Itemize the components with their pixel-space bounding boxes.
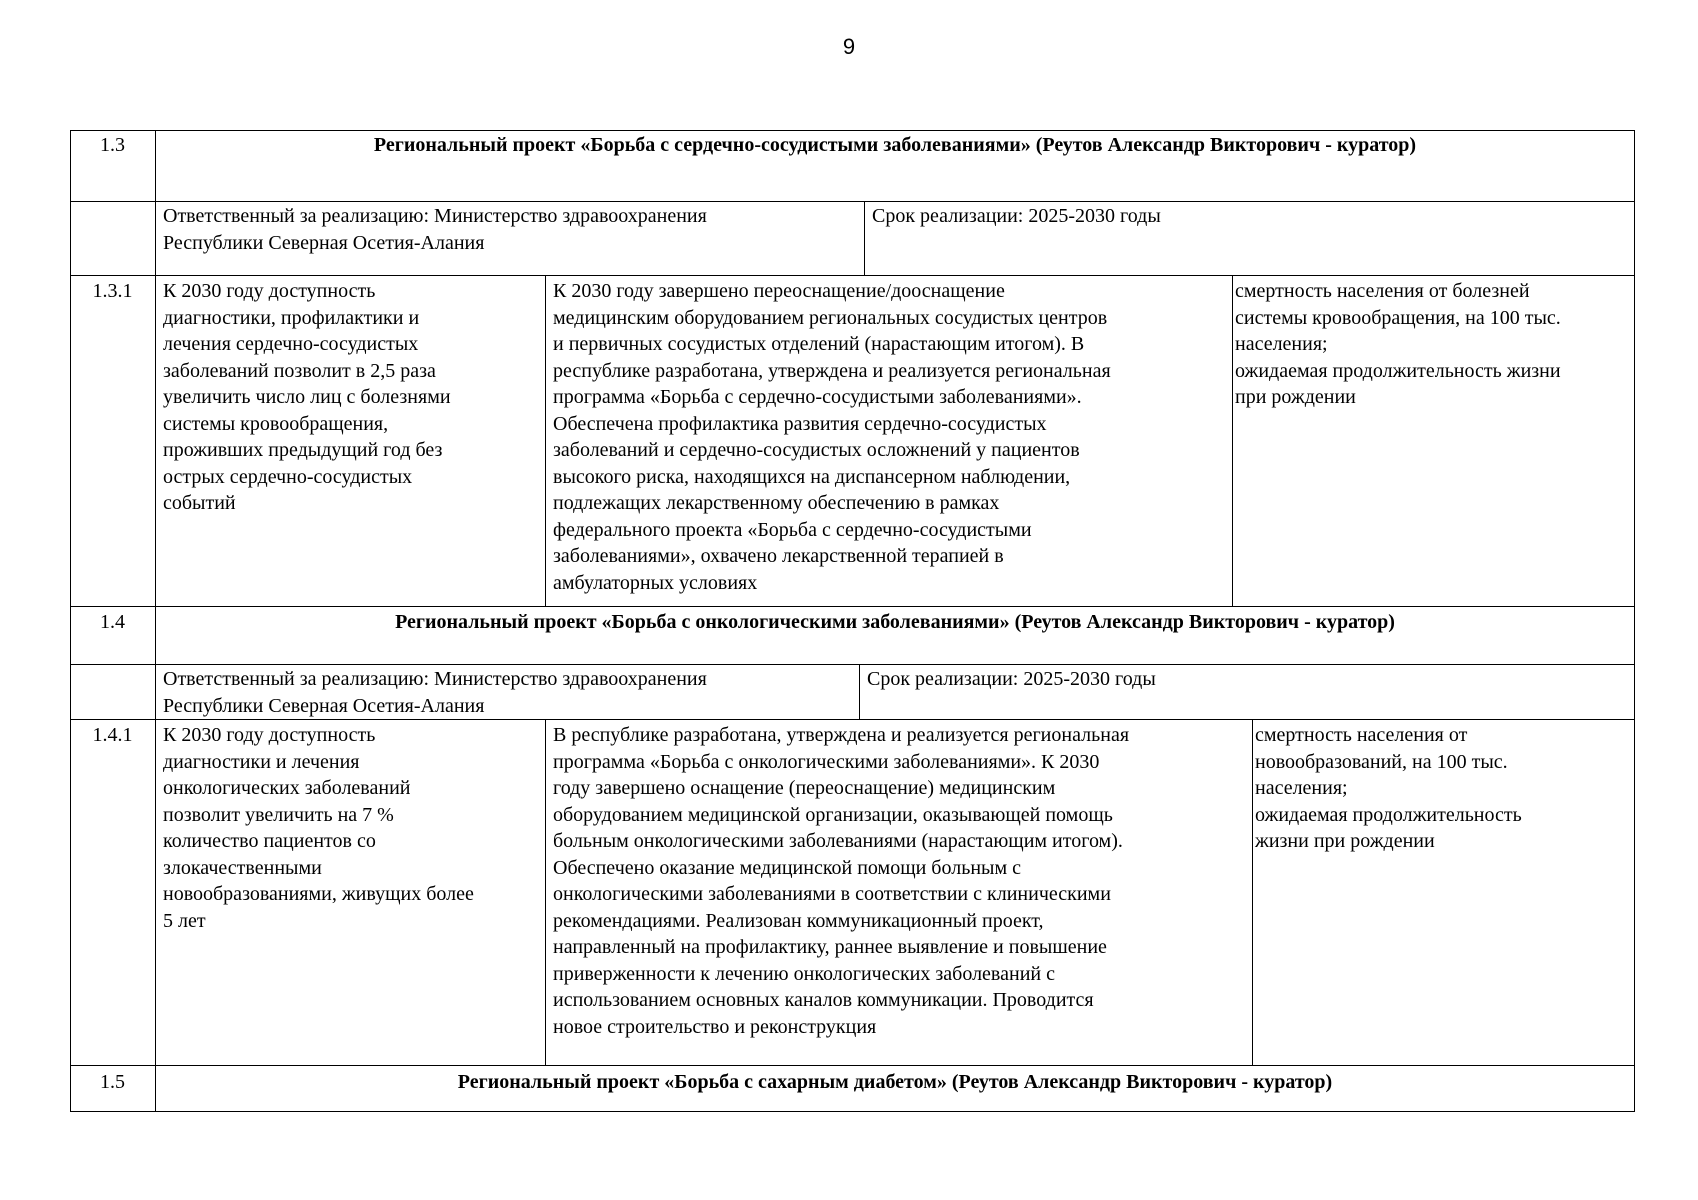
section-title: Региональный проект «Борьба с сахарным диабетом» (Реутов Александр Викторович - куратор)	[457, 1071, 1333, 1093]
item-results-text: К 2030 году завершено переоснащение/дооснащение медицинским оборудованием региональных сосудистых центров и первичных сосудистых отделений (нарастающим итогом). В республике разработана, утверждена и реализуется региональная программа «Борьба с сердечно-сосудистыми заболеваниями». Обеспечена профилактика развития сердечно-сосудистых заболеваний и сердечно-сосудистых осложнений у пациентов высокого риска, находящихся на диспансерном наблюдении, подлежащих лекарственному обеспечению в рамках федерального проекта «Борьба с сердечно-сосудистыми заболеваниями», охвачено лекарственной терапией в амбулаторных условиях	[553, 280, 1111, 594]
section-title: Региональный проект «Борьба с онкологическими заболеваниями» (Реутов Александр Викторович - куратор)	[395, 611, 1395, 633]
section-title: Региональный проект «Борьба с сердечно-сосудистыми заболеваниями» (Реутов Александр Викторович - куратор)	[373, 134, 1417, 156]
responsible-text: Ответственный за реализацию: Министерство здравоохранения Республики Северная Осетия-Алания	[163, 205, 707, 254]
term-text: Срок реализации: 2025-2030 годы	[872, 205, 1161, 227]
section-number: 1.5	[100, 1071, 125, 1093]
column-divider	[864, 201, 865, 275]
item-indicators-text: смертность населения от новообразований, на 100 тыс. населения; ожидаемая продолжительность жизни при рождении	[1255, 724, 1522, 852]
item-goal-text: К 2030 году доступность диагностики, профилактики и лечения сердечно-сосудистых заболеваний позволит в 2,5 раза увеличить число лиц с болезнями системы кровообращения, проживших предыдущий год без острых сердечно-сосудистых событий	[163, 280, 451, 514]
column-divider	[859, 664, 860, 719]
item-number: 1.3.1	[92, 280, 133, 302]
row-divider	[70, 664, 1635, 665]
row-divider	[70, 1065, 1635, 1066]
row-divider	[70, 275, 1635, 276]
section-number: 1.4	[100, 611, 125, 633]
column-divider	[545, 719, 546, 1065]
page-number: 9	[842, 34, 856, 59]
section-number: 1.3	[100, 134, 125, 156]
item-indicators-text: смертность населения от болезней системы кровообращения, на 100 тыс. населения; ожидаемая продолжительность жизни при рождении	[1235, 280, 1561, 408]
column-divider	[545, 275, 546, 606]
item-number: 1.4.1	[92, 724, 133, 746]
row-divider	[70, 201, 1635, 202]
responsible-text: Ответственный за реализацию: Министерство здравоохранения Республики Северная Осетия-Алания	[163, 668, 707, 717]
row-divider	[70, 719, 1635, 720]
row-divider	[70, 606, 1635, 607]
item-results-text: В республике разработана, утверждена и реализуется региональная программа «Борьба с онкологическими заболеваниями». К 2030 году завершено оснащение (переоснащение) медицинским оборудованием медицинской организации, оказывающей помощь больным онкологическими заболеваниями (нарастающим итогом). Обеспечено оказание медицинской помощи больным с онкологическими заболеваниями в соответствии с клиническими рекомендациями. Реализован коммуникационный проект, направленный на профилактику, раннее выявление и повышение приверженности к лечению онкологических заболеваний с использованием основных каналов коммуникации. Проводится новое строительство и реконструкция	[553, 724, 1130, 1038]
term-text: Срок реализации: 2025-2030 годы	[867, 668, 1156, 690]
column-divider	[1252, 719, 1253, 1065]
item-goal-text: К 2030 году доступность диагностики и лечения онкологических заболеваний позволит увеличить на 7 % количество пациентов со злокачественными новообразованиями, живущих более 5 лет	[163, 724, 474, 932]
